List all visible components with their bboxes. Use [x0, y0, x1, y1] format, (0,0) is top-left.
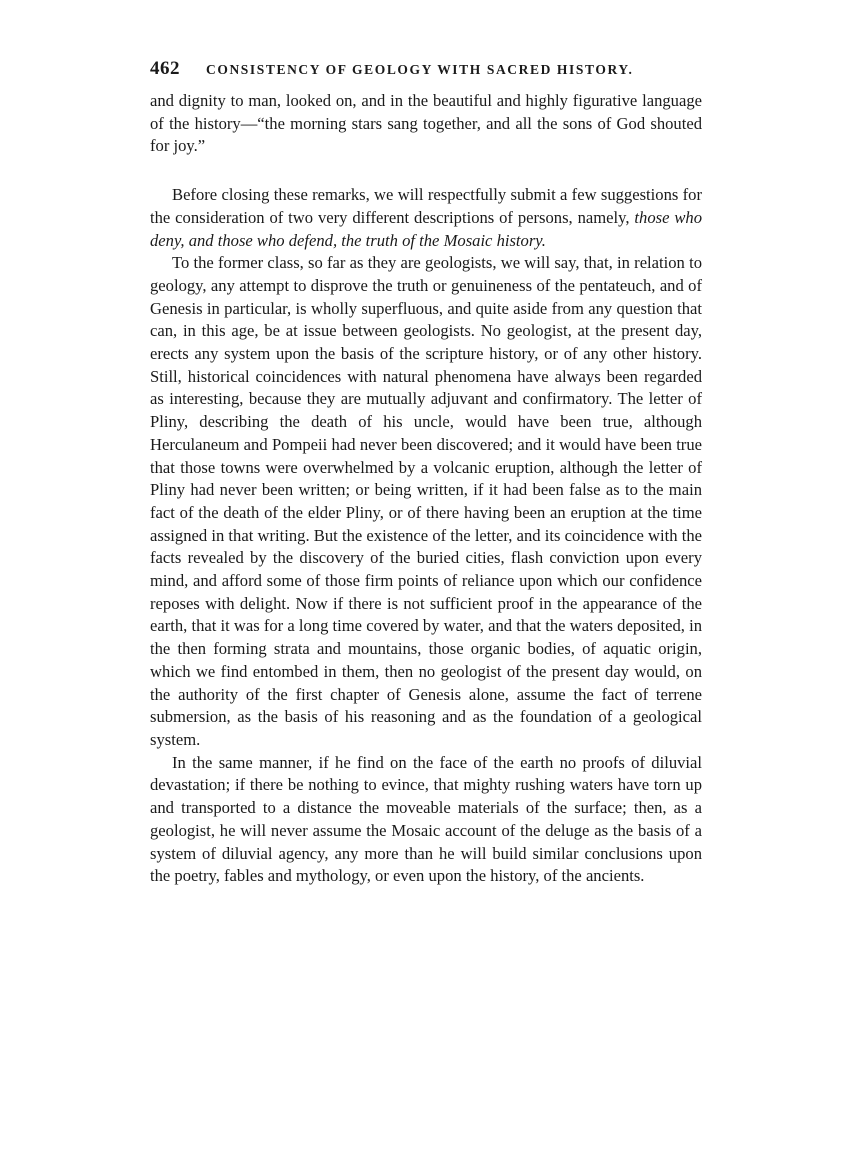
paragraph-suggestions-text: Before closing these remarks, we will respectfully submit a few suggestions for the consideration of two very different descriptions of persons, namely,	[150, 185, 702, 227]
running-head: CONSISTENCY OF GEOLOGY WITH SACRED HISTORY.	[206, 62, 634, 77]
paragraph-suggestions-emphasis: those who deny, and those who defend, the truth of the Mosaic history.	[150, 207, 702, 250]
paragraph-former-class: To the former class, so far as they are geologists, we will say, that, in relation to geology, any attempt to disprove the truth or genuineness of the pentateuch, and of Genesis in particular, is wholly superfluous, and quite aside from any question that can, in this age, be at issue between geologists. No geologist, at the present day, erects any system upon the basis of the scripture history, or of any other history. Still, historical coincidences with natural phenomena have always been regarded as interesting, because they are mutually adjuvant and confirmatory. The letter of Pliny, describing the death of his uncle, would have been true, although Herculaneum and Pompeii had never been discovered; and it would have been true that those towns were overwhelmed by a volcanic eruption, although the letter of Pliny had never been written; or being written, if it had been false as to the main fact of the death of the elder Pliny, or of there having been an eruption at the time assigned in that writing. But the existence of the letter, and its coincidence with the facts revealed by the discovery of the buried cities, flash conviction upon every mind, and afford some of those firm points of reliance upon which our confidence reposes with delight. Now if there is not sufficient proof in the appearance of the earth, that it was for a long time covered by water, and that the waters deposited, in the then forming strata and mountains, those organic bodies, of aquatic origin, which we find entombed in them, then no geologist of the present day would, on the authority of the first chapter of Genesis alone, assume the fact of terrene submersion, as the basis of his reasoning and as the foundation of a geological system.	[150, 253, 702, 749]
paragraph-same-manner: In the same manner, if he find on the face of the earth no proofs of diluvial devastation; if there be nothing to evince, that mighty rushing waters have torn up and transported to a distance the moveable materials of the surface; then, as a geologist, he will never assume the Mosaic account of the deluge as the basis of a system of diluvial agency, any more than he will build similar conclusions upon the poetry, fables and mythology, or even upon the history, of the ancients.	[150, 752, 702, 886]
page-number: 462	[150, 58, 180, 79]
paragraph-suggestions	[150, 184, 702, 252]
page-header	[150, 58, 702, 80]
paragraph-continuation: and dignity to man, looked on, and in the beautiful and highly figurative language of the history—“the morning stars sang together, and all the sons of God shouted for joy.”	[150, 91, 702, 156]
book-page	[150, 58, 702, 888]
